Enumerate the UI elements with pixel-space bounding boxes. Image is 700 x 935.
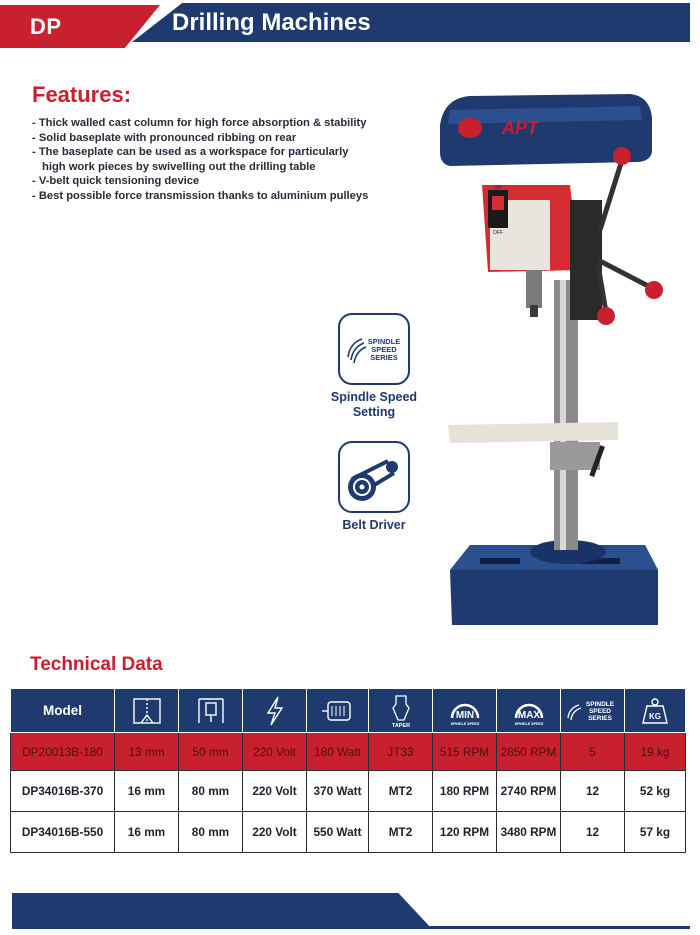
svg-text:SPINDLE: SPINDLE (585, 700, 614, 708)
spindle-speed-label-line2: Setting (352, 405, 396, 419)
cell-voltage: 220 Volt (243, 771, 307, 812)
cell-speed-series: 12 (561, 812, 625, 853)
svg-text:MIN: MIN (455, 709, 474, 721)
cell-power: 370 Watt (307, 771, 369, 812)
max-speed-icon (497, 689, 561, 733)
svg-text:SERIES: SERIES (370, 353, 398, 362)
feature-item-continuation: high work pieces by swivelling out the drilling table (42, 160, 316, 173)
page-header (0, 0, 700, 48)
cell-min-speed: 515 RPM (433, 733, 497, 771)
cell-spindle-travel: 50 mm (179, 733, 243, 771)
svg-text:ON: ON (494, 185, 502, 191)
spindle-speed-series-icon (561, 689, 625, 733)
spindle-speed-label (314, 390, 434, 420)
taper-icon (369, 689, 433, 733)
cell-drill-capacity: 13 mm (115, 733, 179, 771)
feature-item: - Best possible force transmission thanks to aluminium pulleys (32, 189, 369, 202)
svg-text:TAPER: TAPER (391, 722, 410, 728)
cell-power: 180 Watt (307, 733, 369, 771)
belt-driver-label: Belt Driver (342, 518, 406, 532)
cell-min-speed: 120 RPM (433, 812, 497, 853)
cell-max-speed: 2740 RPM (497, 771, 561, 812)
feature-item: - Solid baseplate with pronounced ribbing on rear (32, 131, 297, 144)
cell-spindle-travel: 80 mm (179, 812, 243, 853)
cell-power: 550 Watt (307, 812, 369, 853)
feature-item (32, 160, 432, 175)
header-model: Model (11, 689, 115, 733)
spindle-travel-icon (179, 689, 243, 733)
cell-min-speed: 180 RPM (433, 771, 497, 812)
spindle-speed-icon (338, 313, 410, 385)
cell-taper: MT2 (369, 771, 433, 812)
cell-taper: JT33 (369, 733, 433, 771)
cell-model: DP34016B-370 (11, 771, 115, 812)
svg-text:KG: KG (649, 711, 661, 721)
svg-text:SPINDLE: SPINDLE (367, 337, 401, 346)
features-list (32, 116, 432, 204)
drill-press-image (430, 90, 670, 635)
cell-drill-capacity: 16 mm (115, 812, 179, 853)
svg-text:SERIES: SERIES (587, 714, 612, 722)
cell-spindle-travel: 80 mm (179, 771, 243, 812)
cell-speed-series: 5 (561, 733, 625, 771)
cell-model: DP20013B-180 (11, 733, 115, 771)
svg-text:APT: APT (502, 118, 538, 138)
svg-text:SPINDLE SPEED: SPINDLE SPEED (514, 721, 543, 726)
cell-max-speed: 2850 RPM (497, 733, 561, 771)
cell-voltage: 220 Volt (243, 812, 307, 853)
feature-item: - V-belt quick tensioning device (32, 175, 200, 188)
svg-text:OFF: OFF (493, 230, 503, 236)
svg-text:MAX: MAX (517, 709, 540, 721)
svg-text:SPEED: SPEED (371, 345, 397, 354)
cell-taper: MT2 (369, 812, 433, 853)
table-header-row (11, 689, 686, 733)
weight-icon (625, 689, 686, 733)
cell-drill-capacity: 16 mm (115, 771, 179, 812)
cell-max-speed: 3480 RPM (497, 812, 561, 853)
belt-driver-icon (338, 441, 410, 513)
technical-data-table (10, 688, 686, 853)
table-row (11, 771, 686, 812)
table-row (11, 733, 686, 771)
min-speed-icon (433, 689, 497, 733)
cell-model: DP34016B-550 (11, 812, 115, 853)
product-code: DP (30, 14, 62, 39)
drill-capacity-icon (115, 689, 179, 733)
cell-weight: 52 kg (625, 771, 686, 812)
page-title: Drilling Machines (172, 9, 371, 36)
motor-power-icon (307, 689, 369, 733)
voltage-icon (243, 689, 307, 733)
svg-text:SPINDLE SPEED: SPINDLE SPEED (450, 721, 479, 726)
footer-navy-block (12, 893, 432, 929)
spindle-speed-label-line1: Spindle Speed (330, 390, 418, 404)
features-heading: Features: (32, 82, 132, 107)
feature-item: - Thick walled cast column for high force absorption & stability (32, 117, 367, 129)
svg-text:SPEED: SPEED (588, 707, 611, 715)
cell-weight: 57 kg (625, 812, 686, 853)
footer-line (420, 926, 690, 929)
cell-weight: 19 kg (625, 733, 686, 771)
cell-speed-series: 12 (561, 771, 625, 812)
cell-voltage: 220 Volt (243, 733, 307, 771)
technical-data-heading: Technical Data (30, 654, 163, 675)
feature-item: - The baseplate can be used as a workspace for particularly (32, 146, 349, 159)
table-row (11, 812, 686, 853)
